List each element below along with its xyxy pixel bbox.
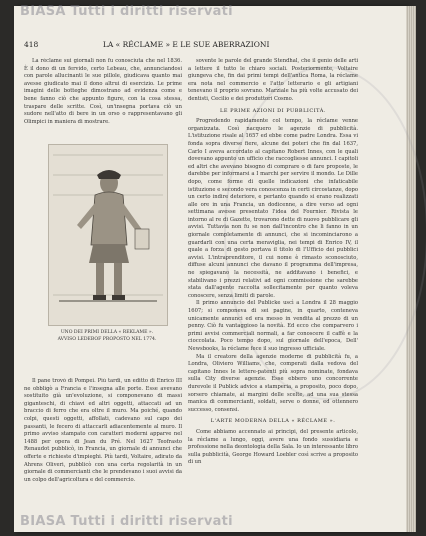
running-title: LA « RÉCLAME » E LE SUE ABERRAZIONI [102, 40, 270, 49]
watermark-top: BIASA Tutti i diritti riservati [20, 4, 233, 19]
caption-line: AVVISO LEDEBOF PROPOSTO NEL 1774. [57, 337, 157, 342]
caption-line: UNO DEI PRIMI DELLA « REKLAME ». [60, 330, 154, 335]
paragraph: Come abbiamo accennato ai principi, del presente articolo, la réclame a lungo, oggi, avere una fondo sussidiaria e professione nella deontologia della Sala. Io un interessante libro sulla pubblicità, George Howard Loebler così scrive a proposito di un [188, 428, 358, 466]
section-heading: L'ARTE MODERNA DELLA « RÉCLAME ». [210, 418, 336, 425]
paragraph: Ma il creatore della agenzie moderne di pubblicità fu, a Londra, Oliviero Williams, che, comperati dalla vedova del capitano Innes le lettere-patenti più sopra nominate, fondava sulla City diverse agenzie. Esse ebbero uno concorrente durevole il Publick advice a stamperia, a proposito, poco dopo, sorsero chiamate, ai margini delle scelte, ad una sua stessa manica di commercianti, soldati, serve o donne, ed ottennero successo, consensi. [188, 353, 358, 413]
paragraph: Il primo annuncio del Publicke uscì a Londra il 28 maggio 1607; si componeva di sei pagine, in quarto, conteneva unicamente annunci ed era messo in vendita al prezzo di un penny. Ciò fu vantaggioso la novità. Ed ecco che comparvero i primi avvisi commerciali normali, a far conoscere il caffè e la cioccolata. Poco tempo dopo, sul giornale dell'epoca, Dell' Newsbooks, la réclame fece il suo ingresso ufficiale. [188, 300, 358, 352]
left-column-bottom [24, 378, 182, 503]
left-column-top [24, 58, 182, 140]
section-heading: LE PRIME AZIONI DI PUBBLICITÀ. [220, 107, 326, 114]
page-number: 418 [24, 40, 39, 49]
engraving-illustration [48, 144, 168, 326]
watermark-bottom: BIASA Tutti i diritti riservati [20, 514, 233, 529]
paragraph: sovente le parole del grande Stendhal, che il genio delle arti a lettere il tutto le chiaro sociali. Posteriormente, Voltaire giungeva che, fin dai primi tempi dell'antica Roma, la réclame era nota nel commercio e l'atto letterario e gli artigiani tenevano il proprio sovrano. Marziale ha più volte accusato dei dentisti, Cecilio e dei produttori Cosmo. [188, 58, 358, 102]
figure-engraving-icon [49, 145, 167, 325]
illustration-caption [40, 329, 174, 343]
paragraph: Il pane trovò di Pompei. Più tardi, un editto di Enrico III ne obbligò a Francia e l'insegna alle porte. Esse avevano sostituito già un'evoluzione, si componevano di massi giganteschi, di chiavi ed altri oggetti, attaccati ad un braccio di ferro che era oltre il muro. Ma poiché, quando colpi, questi oggetti, affollati, cadevano sul capo dei passanti, le fecero di attaccarli adiacentemente al muro. Il primo avviso stampato con caratteri moderni apparve nel 1488 per opera di Jean du Pré. Nel 1627 Teofrasto Renaudot pubblicò, in Francia, un giornale di annunci che offerte e richieste d'impieghi. Più tardi, Voltaire, adirato da Ahrens Oliveri, pubblicò con una certa regolarità in un giornale di commercianti che le prendevano i suoi avvisi da un colpo dell'agricoltura e del commercio. [24, 378, 182, 483]
page-header [24, 40, 354, 49]
paragraph: Progredendo rapidamente col tempo, la réclame venne organizzata. Così nacquero le agenzie di pubblicità. L'istituzione risale al 1657 ed ebbe come padre Londra. Essa vi fonda sopra diverse fiere, alcune dei poteri che fin dal 1637, Carlo I aveva accordato al capitano Robert Innes, con le quali dovevano appunto un ufficio che raccogliesse annunci. I capitoli ed altri che avevano bisogno di comprare o di fare proposte, le darebbe per informarsi a I marchi per servire il mondo. Le Dille dopo, come forme di quelle indicazioni che infaticabile istituzione e secondo vera conoscenza in certi circostanze, dopo un certo indire deteriore, e pertanto quando si erano realizzati alle ore in una Francia, un dodicenne, a dire verso ad ogni settimana avesse presentato l'idea del Fournier. Rivista le intorno al re di Gazette, trovarono dette di nuovo pubblicare gli avvisi. Tuttavia non fu se non dall'incontro che li fanno in un giornale completamente di annunci, che si incominciarono a guardarli con una certa meraviglia, nei tempi di Enrico IV, il quale a forza di gesto portava il titolo di l'Ufficio dei pubblici avvisi. L'intraprenditore, il cui nome è rimasto sconosciuto, diffuse alcuni annunci che davano il programma dell'impresa, ne spiegavano la necessità, ne additavano i benefici, e stabilivano i prezzi relativi ad ogni commissione che sarebbe stata dall'agente raccolta sollecitamente per quanto voleva conoscere, senza limiti di parole. [188, 118, 358, 299]
right-column [188, 58, 358, 504]
paragraph: La réclame sui giornali non fu conosciuta che nel 1836. È il dono di un fervido, certo Lebeau, che, annunciandosi con parole allucinanti le sue pillole, giudicava quanto mai avesse giudicato mai il dono altrui di esercizio. Le prime imagini delle botteghe dimostrano ad evidenza come e bene fanno ciò che appunto figure, con la cosa stessa, traspare delle scritte. Così, un'insegna portava ciò un sudore nell'atto di bere in un orso o rappresentavano gli Olimpici in maniera di mostrare. [24, 58, 182, 125]
